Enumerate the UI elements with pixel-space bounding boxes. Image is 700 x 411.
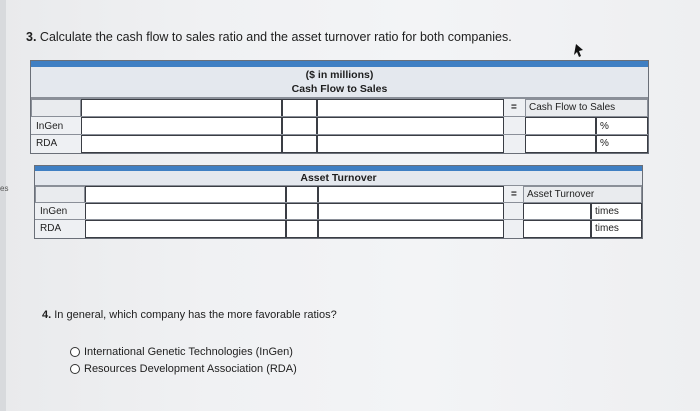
- question-3-number: 3.: [26, 30, 37, 44]
- input-cell[interactable]: [282, 135, 317, 153]
- table-row: [31, 98, 648, 117]
- result-header: Asset Turnover: [527, 189, 595, 200]
- cash-flow-to-sales-title: Cash Flow to Sales: [291, 83, 388, 95]
- result-input[interactable]: [525, 135, 596, 153]
- input-cell[interactable]: [318, 220, 504, 238]
- question-3-text: Calculate the cash flow to sales ratio and the asset turnover ratio for both companies.: [39, 30, 512, 44]
- left-edge-strip: [0, 0, 9, 411]
- question-4-text: In general, which company has the more favorable ratios?: [54, 309, 337, 321]
- mouse-cursor-icon: [572, 44, 584, 58]
- table-row: [35, 219, 642, 238]
- result-input[interactable]: [523, 220, 591, 238]
- label-cell: [35, 186, 85, 203]
- input-cell[interactable]: [286, 220, 318, 238]
- company-label: InGen: [36, 121, 64, 132]
- edge-mark: es: [0, 184, 9, 193]
- company-label: RDA: [40, 223, 62, 234]
- company-label: InGen: [40, 206, 68, 217]
- option-label: Resources Development Association (RDA): [84, 363, 297, 375]
- input-cell[interactable]: [81, 99, 282, 117]
- question-3: [26, 30, 512, 44]
- label-cell: [31, 99, 81, 117]
- option-ingen[interactable]: [70, 346, 293, 358]
- input-cell[interactable]: [318, 186, 504, 203]
- percent-unit: %: [600, 121, 609, 132]
- result-header: Cash Flow to Sales: [529, 102, 616, 113]
- times-unit: times: [595, 206, 619, 217]
- input-cell[interactable]: [286, 203, 318, 220]
- input-cell[interactable]: [85, 203, 286, 220]
- option-rda[interactable]: [70, 363, 297, 375]
- equals-sign: =: [511, 102, 517, 113]
- table-row: [31, 134, 648, 153]
- input-cell[interactable]: [317, 135, 504, 153]
- option-label: International Genetic Technologies (InGen): [84, 346, 293, 358]
- table-header: [31, 67, 648, 98]
- radio-button-icon[interactable]: [70, 364, 80, 374]
- question-4-number: 4.: [42, 309, 52, 321]
- table-row: [35, 185, 642, 203]
- input-cell[interactable]: [317, 99, 504, 117]
- times-unit: times: [595, 223, 619, 234]
- table-row: [35, 202, 642, 220]
- asset-turnover-table: [34, 165, 643, 239]
- input-cell[interactable]: [81, 135, 282, 153]
- input-cell[interactable]: [286, 186, 318, 203]
- radio-button-icon[interactable]: [70, 347, 80, 357]
- input-cell[interactable]: [85, 186, 286, 203]
- input-cell[interactable]: [318, 203, 504, 220]
- table-header: [35, 171, 642, 186]
- input-cell[interactable]: [317, 117, 504, 135]
- input-cell[interactable]: [85, 220, 286, 238]
- input-cell[interactable]: [282, 99, 317, 117]
- millions-label: ($ in millions): [305, 69, 374, 81]
- result-input[interactable]: [523, 203, 591, 220]
- input-cell[interactable]: [282, 117, 317, 135]
- input-cell[interactable]: [81, 117, 282, 135]
- equals-sign: =: [511, 189, 517, 200]
- question-4: [42, 309, 337, 321]
- table-row: [31, 116, 648, 135]
- result-input[interactable]: [525, 117, 596, 135]
- percent-unit: %: [600, 138, 609, 149]
- asset-turnover-title: Asset Turnover: [300, 172, 377, 184]
- company-label: RDA: [36, 138, 58, 149]
- cash-flow-to-sales-table: [30, 60, 649, 154]
